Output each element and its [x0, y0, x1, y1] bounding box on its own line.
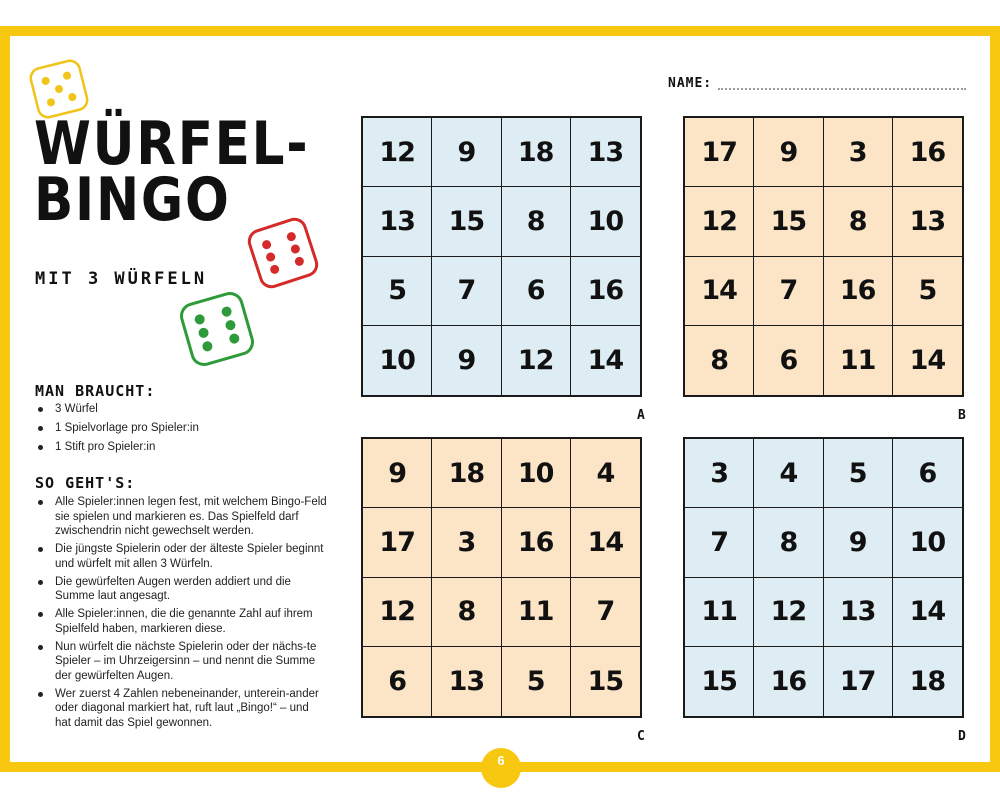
bingo-cell[interactable]: 13 — [893, 187, 962, 256]
bingo-cell[interactable]: 16 — [824, 257, 893, 326]
bingo-cell[interactable]: 14 — [909, 344, 946, 376]
title-line-1: WÜRFEL- — [34, 109, 310, 179]
board-label-a: A — [637, 408, 645, 423]
bingo-cell[interactable]: 11 — [685, 578, 754, 647]
bingo-cell[interactable]: 6 — [363, 647, 432, 716]
bingo-cell[interactable]: 6 — [502, 257, 571, 326]
bingo-board-a — [361, 116, 642, 397]
bingo-cell[interactable]: 9 — [363, 439, 432, 508]
page-number: 6 — [481, 748, 521, 788]
bingo-cell[interactable]: 9 — [754, 118, 823, 187]
instructions-list — [35, 495, 327, 734]
bingo-cell[interactable]: 10 — [893, 508, 962, 577]
bingo-cell[interactable]: 15 — [685, 647, 754, 716]
bingo-cell[interactable]: 3 — [432, 508, 501, 577]
list-item: 3 Würfel — [35, 402, 275, 416]
list-item: Alle Spieler:innen, die die genannte Zahl auf ihrem Spielfeld haben, markieren diese. — [35, 607, 327, 636]
bingo-cell[interactable]: 15 — [754, 187, 823, 256]
bingo-cell[interactable]: 13 — [363, 187, 432, 256]
bingo-cell[interactable]: 16 — [754, 647, 823, 716]
bingo-cell[interactable]: 5 — [363, 257, 432, 326]
board-label-c: C — [637, 729, 645, 744]
bingo-cell[interactable]: 12 — [363, 118, 432, 187]
title-line-2: BINGO — [34, 165, 231, 235]
bingo-cell[interactable]: 7 — [571, 578, 640, 647]
bingo-cell[interactable]: 4 — [754, 439, 823, 508]
bingo-cell[interactable]: 14 — [685, 257, 754, 326]
bingo-cell[interactable]: 9 — [432, 118, 501, 187]
bingo-cell[interactable]: 12 — [685, 187, 754, 256]
bingo-cell[interactable]: 14 — [587, 344, 624, 376]
bingo-cell[interactable]: 12 — [754, 578, 823, 647]
bingo-cell[interactable]: 12 — [502, 326, 571, 395]
bingo-cell[interactable]: 18 — [432, 439, 501, 508]
bingo-cell[interactable]: 5 — [502, 647, 571, 716]
bingo-cell[interactable]: 4 — [571, 439, 640, 508]
bingo-cell[interactable]: 16 — [502, 508, 571, 577]
green-die-icon — [174, 286, 260, 372]
name-label: NAME: — [668, 76, 713, 91]
board-label-b: B — [958, 408, 966, 423]
bingo-cell[interactable]: 17 — [824, 647, 893, 716]
bingo-board-d — [683, 437, 964, 718]
bingo-board-c — [361, 437, 642, 718]
instructions-heading: SO GEHT'S: — [35, 474, 136, 492]
bingo-cell[interactable]: 11 — [502, 578, 571, 647]
bingo-cell[interactable]: 18 — [502, 118, 571, 187]
bingo-cell[interactable]: 7 — [754, 257, 823, 326]
page-frame — [0, 26, 1000, 772]
bingo-cell[interactable]: 8 — [685, 326, 754, 395]
board-label-d: D — [958, 729, 966, 744]
worksheet-page — [10, 36, 990, 768]
bingo-cell[interactable]: 11 — [824, 326, 893, 395]
bingo-cell[interactable]: 16 — [571, 257, 640, 326]
page-title — [34, 109, 310, 235]
bingo-cell[interactable]: 8 — [824, 187, 893, 256]
list-item: Die gewürfelten Augen werden addiert und die Summe laut angesagt. — [35, 575, 327, 604]
bingo-cell[interactable]: 8 — [754, 508, 823, 577]
bingo-cell[interactable]: 6 — [893, 439, 962, 508]
bingo-cell[interactable]: 10 — [363, 326, 432, 395]
bingo-cell[interactable]: 7 — [685, 508, 754, 577]
bingo-board-b — [683, 116, 964, 397]
bingo-cell[interactable]: 14 — [893, 578, 962, 647]
bingo-cell[interactable]: 8 — [432, 578, 501, 647]
bingo-cell[interactable]: 5 — [893, 257, 962, 326]
list-item: 1 Spielvorlage pro Spieler:in — [35, 421, 275, 435]
bingo-cell[interactable]: 13 — [571, 118, 640, 187]
name-field[interactable] — [718, 88, 966, 90]
list-item: 1 Stift pro Spieler:in — [35, 440, 275, 454]
bingo-cell[interactable]: 17 — [363, 508, 432, 577]
bingo-cell[interactable]: 18 — [909, 665, 946, 697]
bingo-cell[interactable]: 8 — [502, 187, 571, 256]
bingo-cell[interactable]: 9 — [824, 508, 893, 577]
bingo-cell[interactable]: 15 — [432, 187, 501, 256]
materials-heading: MAN BRAUCHT: — [35, 382, 156, 400]
bingo-cell[interactable]: 6 — [754, 326, 823, 395]
bingo-cell[interactable]: 12 — [363, 578, 432, 647]
bingo-cell[interactable]: 17 — [685, 118, 754, 187]
bingo-cell[interactable]: 13 — [824, 578, 893, 647]
bingo-cell[interactable]: 13 — [432, 647, 501, 716]
list-item: Die jüngste Spielerin oder der älteste Spieler beginnt und würfelt mit allen 3 Würfeln. — [35, 542, 327, 571]
bingo-cell[interactable]: 10 — [571, 187, 640, 256]
page-subtitle: MIT 3 WÜRFELN — [35, 269, 208, 289]
list-item: Wer zuerst 4 Zahlen nebeneinander, unterein-ander oder diagonal markiert hat, ruft laut „Bingo!“ – und hat damit das Spiel gewonnen. — [35, 687, 327, 731]
bingo-cell[interactable]: 16 — [893, 118, 962, 187]
bingo-cell[interactable]: 5 — [824, 439, 893, 508]
materials-list — [35, 402, 275, 459]
bingo-cell[interactable]: 14 — [571, 508, 640, 577]
bingo-cell[interactable]: 10 — [502, 439, 571, 508]
bingo-cell[interactable]: 7 — [432, 257, 501, 326]
bingo-cell[interactable]: 3 — [824, 118, 893, 187]
bingo-cell[interactable]: 3 — [685, 439, 754, 508]
list-item: Nun würfelt die nächste Spielerin oder der nächs-te Spieler – im Uhrzeigersinn – und nennt die Summe der gewürfelten Augen. — [35, 640, 327, 684]
list-item: Alle Spieler:innen legen fest, mit welchem Bingo-Feld sie spielen und markieren es. Das Spielfeld darf zwischendrin nicht gewechselt werden. — [35, 495, 327, 539]
bingo-cell[interactable]: 15 — [587, 665, 624, 697]
bingo-cell[interactable]: 9 — [432, 326, 501, 395]
